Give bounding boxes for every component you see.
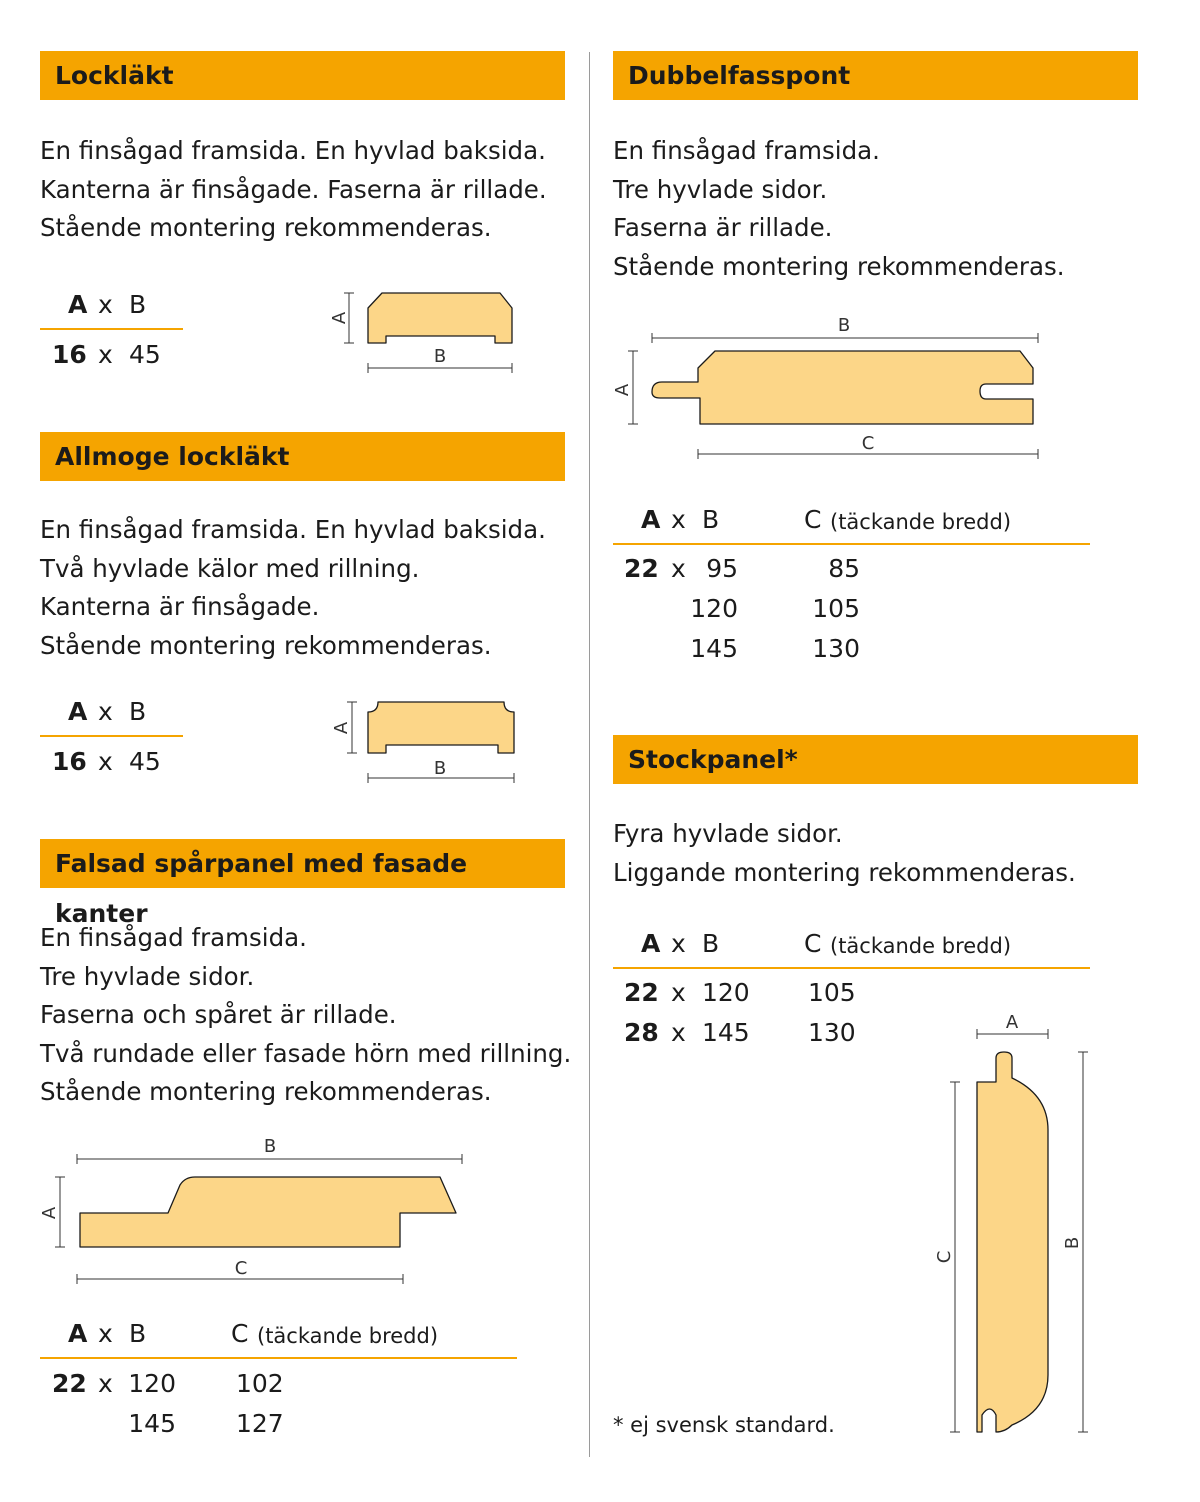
description bbox=[613, 815, 1076, 892]
header-c-note: (täckande bredd) bbox=[830, 510, 1012, 534]
table-rule bbox=[40, 328, 183, 330]
cell-x: x bbox=[98, 340, 113, 369]
profile-diagram bbox=[610, 310, 1060, 470]
cell-x: x bbox=[671, 978, 686, 1007]
header-a: A bbox=[68, 290, 88, 319]
cell-a: 16 bbox=[52, 340, 87, 369]
description-line: En finsågad framsida. bbox=[40, 923, 307, 952]
cell-c: 130 bbox=[808, 1018, 856, 1047]
section-title: Lockläkt bbox=[40, 51, 565, 100]
label-b: B bbox=[837, 315, 851, 336]
cell-b: 145 bbox=[690, 634, 738, 663]
profile-diagram bbox=[320, 280, 530, 380]
header-b: B bbox=[129, 290, 147, 319]
label-b: B bbox=[433, 346, 447, 367]
header-c-note: (täckande bredd) bbox=[830, 934, 1012, 958]
label-a: A bbox=[1005, 1012, 1019, 1033]
header-a: A bbox=[641, 929, 661, 958]
description-line: Stående montering rekommenderas. bbox=[40, 213, 492, 242]
header-c: C bbox=[804, 929, 822, 958]
cell-a: 16 bbox=[52, 747, 87, 776]
label-a: A bbox=[331, 721, 352, 735]
cell-b: 45 bbox=[129, 340, 161, 369]
board-profile bbox=[368, 702, 514, 753]
header-b: B bbox=[702, 929, 720, 958]
description bbox=[40, 919, 571, 1112]
description-line: Kanterna är finsågade. bbox=[40, 592, 320, 621]
header-x: x bbox=[98, 1319, 113, 1348]
cell-c: 85 bbox=[828, 554, 860, 583]
header-a: A bbox=[68, 697, 88, 726]
cell-c: 105 bbox=[808, 978, 856, 1007]
table-rule bbox=[40, 1357, 517, 1359]
cell-b: 45 bbox=[129, 747, 161, 776]
section-title: Stockpanel* bbox=[613, 735, 1138, 784]
label-b: B bbox=[1062, 1236, 1083, 1250]
header-c: C bbox=[804, 505, 822, 534]
cell-c: 102 bbox=[236, 1369, 284, 1398]
board-profile bbox=[977, 1052, 1048, 1432]
cell-b: 95 bbox=[706, 554, 738, 583]
cell-b: 120 bbox=[702, 978, 750, 1007]
label-a: A bbox=[612, 383, 633, 397]
header-b: B bbox=[129, 1319, 147, 1348]
label-a: A bbox=[39, 1206, 60, 1220]
section-title: Falsad spårpanel med fasade kanter bbox=[40, 839, 565, 888]
description-line: En finsågad framsida. bbox=[613, 136, 880, 165]
description bbox=[40, 132, 547, 248]
description-line: Stående montering rekommenderas. bbox=[40, 1077, 492, 1106]
label-a: A bbox=[329, 311, 350, 325]
header-x: x bbox=[98, 697, 113, 726]
header-c: C bbox=[231, 1319, 249, 1348]
board-profile bbox=[652, 351, 1033, 424]
cell-b: 120 bbox=[128, 1369, 176, 1398]
description-line: Faserna och spåret är rillade. bbox=[40, 1000, 397, 1029]
profile-diagram bbox=[920, 1005, 1100, 1445]
description bbox=[40, 511, 546, 665]
description-line: Faserna är rillade. bbox=[613, 213, 833, 242]
cell-b: 145 bbox=[702, 1018, 750, 1047]
header-b: B bbox=[129, 697, 147, 726]
description-line: Två hyvlade kälor med rillning. bbox=[40, 553, 420, 583]
description-line: Fyra hyvlade sidor. bbox=[613, 819, 843, 848]
label-b: B bbox=[433, 758, 447, 779]
cell-a: 28 bbox=[624, 1018, 659, 1047]
header-x: x bbox=[671, 505, 686, 534]
label-c: C bbox=[861, 433, 875, 454]
footnote: * ej svensk standard. bbox=[613, 1413, 835, 1437]
cell-c: 127 bbox=[236, 1409, 284, 1438]
description-line: Tre hyvlade sidor. bbox=[613, 174, 828, 204]
description-line: Liggande montering rekommenderas. bbox=[613, 857, 1076, 887]
description-line: Stående montering rekommenderas. bbox=[40, 630, 492, 660]
column-divider bbox=[589, 52, 590, 1457]
cell-c: 130 bbox=[812, 634, 860, 663]
label-c: C bbox=[234, 1258, 248, 1279]
header-x: x bbox=[671, 929, 686, 958]
header-x: x bbox=[98, 290, 113, 319]
section-title: Dubbelfasspont bbox=[613, 51, 1138, 100]
description-line: Kanterna är finsågade. Faserna är rillade. bbox=[40, 174, 547, 204]
profile-diagram bbox=[320, 690, 530, 790]
cell-b: 145 bbox=[128, 1409, 176, 1438]
description bbox=[613, 132, 1065, 286]
cell-x: x bbox=[98, 1369, 113, 1398]
table-rule bbox=[613, 543, 1090, 545]
profile-diagram bbox=[30, 1130, 480, 1290]
header-c-note: (täckande bredd) bbox=[257, 1324, 439, 1348]
table-rule bbox=[613, 967, 1090, 969]
description-line: En finsågad framsida. En hyvlad baksida. bbox=[40, 136, 546, 165]
description-line: Stående montering rekommenderas. bbox=[613, 251, 1065, 281]
label-b: B bbox=[263, 1136, 277, 1157]
description-line: Två rundade eller fasade hörn med rillning. bbox=[40, 1038, 572, 1068]
header-b: B bbox=[702, 505, 720, 534]
board-profile bbox=[368, 293, 512, 343]
description-line: En finsågad framsida. En hyvlad baksida. bbox=[40, 515, 546, 544]
header-a: A bbox=[641, 505, 661, 534]
label-c: C bbox=[934, 1250, 955, 1264]
section-title: Allmoge lockläkt bbox=[40, 432, 565, 481]
cell-a: 22 bbox=[52, 1369, 87, 1398]
cell-c: 105 bbox=[812, 594, 860, 623]
table-rule bbox=[40, 735, 183, 737]
description-line: Tre hyvlade sidor. bbox=[40, 961, 255, 991]
board-profile bbox=[80, 1177, 456, 1247]
cell-a: 22 bbox=[624, 554, 659, 583]
cell-x: x bbox=[671, 1018, 686, 1047]
cell-b: 120 bbox=[690, 594, 738, 623]
header-a: A bbox=[68, 1319, 88, 1348]
cell-a: 22 bbox=[624, 978, 659, 1007]
cell-x: x bbox=[671, 554, 686, 583]
cell-x: x bbox=[98, 747, 113, 776]
